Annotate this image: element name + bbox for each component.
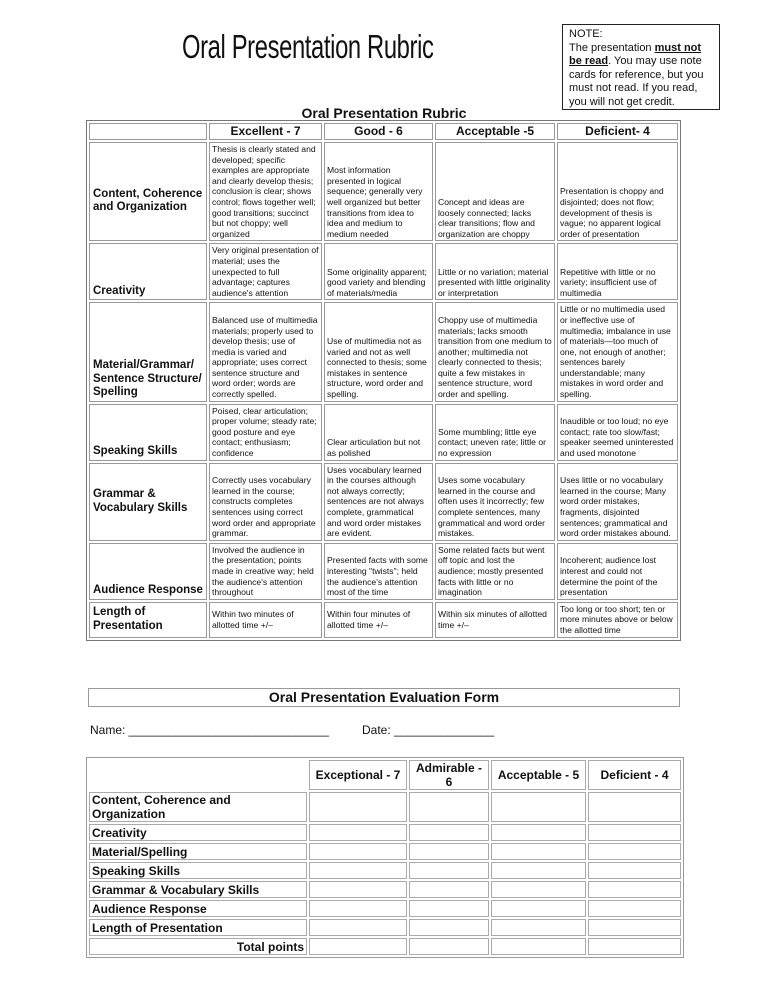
rubric-cell: Choppy use of multimedia materials; lacks smooth transition from one medium to another; multimedia not clearly connected to thesis; quite a few mistakes in sentence structure, word order and spelling. (435, 302, 555, 401)
rubric-row-speaking (89, 404, 678, 461)
evaluation-header-acceptable: Acceptable - 5 (491, 760, 586, 790)
rubric-header-excellent: Excellent - 7 (209, 123, 322, 140)
evaluation-title: Oral Presentation Evaluation Form (88, 688, 680, 707)
evaluation-row (89, 919, 681, 936)
evaluation-row (89, 862, 681, 879)
score-cell[interactable] (309, 862, 407, 879)
score-cell[interactable] (409, 900, 489, 917)
evaluation-header-exceptional: Exceptional - 7 (309, 760, 407, 790)
rubric-criterion: Content, Coherence and Organization (89, 142, 207, 241)
evaluation-header-deficient: Deficient - 4 (588, 760, 681, 790)
rubric-cell: Some mumbling; little eye contact; uneven rate; little or no expression (435, 404, 555, 461)
rubric-criterion: Grammar & Vocabulary Skills (89, 463, 207, 541)
score-cell[interactable] (491, 843, 586, 860)
rubric-cell: Some originality apparent; good variety and blending of materials/media (324, 243, 433, 300)
rubric-cell: Concept and ideas are loosely connected; lacks clear transitions; flow and organization are choppy (435, 142, 555, 241)
score-cell[interactable] (309, 900, 407, 917)
evaluation-header-admirable: Admirable - 6 (409, 760, 489, 790)
rubric-cell: Repetitive with little or no variety; insufficient use of multimedia (557, 243, 678, 300)
rubric-header-good: Good - 6 (324, 123, 433, 140)
score-cell[interactable] (588, 881, 681, 898)
score-cell[interactable] (491, 792, 586, 822)
score-cell[interactable] (409, 938, 489, 955)
note-text-post: . You may use note cards for reference, but you must not read. If you read, you will not get credit. (569, 55, 704, 108)
evaluation-row-label: Material/Spelling (89, 843, 307, 860)
score-cell[interactable] (409, 824, 489, 841)
evaluation-row-label: Audience Response (89, 900, 307, 917)
rubric-cell: Too long or too short; ten or more minutes above or below the allotted time (557, 602, 678, 638)
rubric-criterion: Audience Response (89, 543, 207, 600)
score-cell[interactable] (309, 843, 407, 860)
score-cell[interactable] (588, 919, 681, 936)
score-cell[interactable] (588, 792, 681, 822)
name-field[interactable]: Name: ______________________________ (90, 723, 329, 737)
rubric-cell: Presented facts with some interesting "twists"; held the audience's attention most of the time (324, 543, 433, 600)
rubric-cell: Involved the audience in the presentation; points made in creative way; held the audience's attention throughout (209, 543, 322, 600)
rubric-header-acceptable: Acceptable -5 (435, 123, 555, 140)
evaluation-row-label: Speaking Skills (89, 862, 307, 879)
evaluation-corner-cell (89, 760, 307, 790)
rubric-row-creativity (89, 243, 678, 300)
total-points-label: Total points (89, 938, 307, 955)
page-title: Oral Presentation Rubric (182, 28, 434, 65)
rubric-cell: Within two minutes of allotted time +/– (209, 602, 322, 638)
evaluation-table (86, 757, 684, 958)
score-cell[interactable] (491, 938, 586, 955)
score-cell[interactable] (491, 919, 586, 936)
rubric-cell: Correctly uses vocabulary learned in the course; constructs completes sentences using correct word order and appropriate grammar. (209, 463, 322, 541)
rubric-cell: Use of multimedia not as varied and not as well connected to thesis; some mistakes in sentence structure, word order and spelling. (324, 302, 433, 401)
rubric-cell: Little or no variation; material presented with little originality or interpretation (435, 243, 555, 300)
rubric-table (86, 120, 681, 641)
score-cell[interactable] (588, 862, 681, 879)
rubric-cell: Clear articulation but not as polished (324, 404, 433, 461)
score-cell[interactable] (491, 900, 586, 917)
rubric-cell: Poised, clear articulation; proper volume; steady rate; good posture and eye contact; enthusiasm; confidence (209, 404, 322, 461)
score-cell[interactable] (409, 881, 489, 898)
score-cell[interactable] (588, 843, 681, 860)
rubric-cell: Balanced use of multimedia materials; properly used to develop thesis; use of media is varied and appropriate; uses correct sentence structure and word order; words are correctly spelled. (209, 302, 322, 401)
rubric-criterion: Material/Grammar/ Sentence Structure/ Spelling (89, 302, 207, 401)
evaluation-row-label: Length of Presentation (89, 919, 307, 936)
rubric-cell: Little or no multimedia used or ineffective use of multimedia; imbalance in use of materials—too much of one, not enough of another; sentences barely understandable; many mistakes in word order and spelling. (557, 302, 678, 401)
evaluation-row-label: Creativity (89, 824, 307, 841)
rubric-cell: Inaudible or too loud; no eye contact; rate too slow/fast; speaker seemed uninterested and used monotone (557, 404, 678, 461)
rubric-corner-cell (89, 123, 207, 140)
rubric-header-deficient: Deficient- 4 (557, 123, 678, 140)
rubric-cell: Presentation is choppy and disjointed; does not flow; development of thesis is vague; no apparent logical order of presentation (557, 142, 678, 241)
rubric-row-audience (89, 543, 678, 600)
evaluation-row (89, 824, 681, 841)
evaluation-row-label: Content, Coherence and Organization (89, 792, 307, 822)
rubric-criterion: Speaking Skills (89, 404, 207, 461)
score-cell[interactable] (409, 843, 489, 860)
score-cell[interactable] (309, 824, 407, 841)
evaluation-row (89, 792, 681, 822)
evaluation-row (89, 843, 681, 860)
rubric-cell: Uses some vocabulary learned in the course and often uses it incorrectly; few complete sentences, many grammatical and word order mistakes. (435, 463, 555, 541)
rubric-cell: Within six minutes of allotted time +/– (435, 602, 555, 638)
rubric-cell: Uses little or no vocabulary learned in the course; Many word order mistakes, fragments, disjointed sentences; grammatical and word order mistakes abound. (557, 463, 678, 541)
rubric-cell: Incoherent; audience lost interest and could not determine the point of the presentation (557, 543, 678, 600)
rubric-row-content (89, 142, 678, 241)
score-cell[interactable] (409, 862, 489, 879)
score-cell[interactable] (588, 900, 681, 917)
rubric-header-row (89, 123, 678, 140)
evaluation-header-row (89, 760, 681, 790)
rubric-cell: Most information presented in logical sequence; generally very well organized but better transitions from idea to idea and medium to medium needed (324, 142, 433, 241)
score-cell[interactable] (409, 919, 489, 936)
note-emphasis: must not be read (569, 41, 702, 67)
date-field[interactable]: Date: _______________ (362, 723, 495, 737)
evaluation-row-label: Grammar & Vocabulary Skills (89, 881, 307, 898)
score-cell[interactable] (309, 881, 407, 898)
score-cell[interactable] (309, 919, 407, 936)
score-cell[interactable] (588, 824, 681, 841)
rubric-row-length (89, 602, 678, 638)
note-label: NOTE: (569, 28, 603, 40)
score-cell[interactable] (409, 792, 489, 822)
rubric-title: Oral Presentation Rubric (301, 105, 467, 121)
score-cell[interactable] (309, 938, 407, 955)
rubric-row-material (89, 302, 678, 401)
score-cell[interactable] (309, 792, 407, 822)
score-cell[interactable] (491, 881, 586, 898)
score-cell[interactable] (491, 862, 586, 879)
rubric-row-grammar (89, 463, 678, 541)
evaluation-row (89, 881, 681, 898)
note-box (562, 24, 720, 110)
score-cell[interactable] (491, 824, 586, 841)
rubric-cell: Some related facts but went off topic and lost the audience; mostly presented facts with little or no imagination (435, 543, 555, 600)
note-text-pre: The presentation (569, 41, 655, 54)
rubric-cell: Very original presentation of material; uses the unexpected to full advantage; captures audience's attention (209, 243, 322, 300)
evaluation-row (89, 900, 681, 917)
rubric-cell: Thesis is clearly stated and developed; specific examples are appropriate and clearly develop thesis; conclusion is clear; shows control; flows together well; good transitions; succinct but not choppy; well organized (209, 142, 322, 241)
rubric-cell: Uses vocabulary learned in the courses although not always correctly; sentences are not always complete, grammatical and word order mistakes are evident. (324, 463, 433, 541)
rubric-criterion: Creativity (89, 243, 207, 300)
rubric-criterion: Length of Presentation (89, 602, 207, 638)
note-text (569, 42, 713, 110)
score-cell[interactable] (588, 938, 681, 955)
rubric-cell: Within four minutes of allotted time +/– (324, 602, 433, 638)
evaluation-total-row (89, 938, 681, 955)
